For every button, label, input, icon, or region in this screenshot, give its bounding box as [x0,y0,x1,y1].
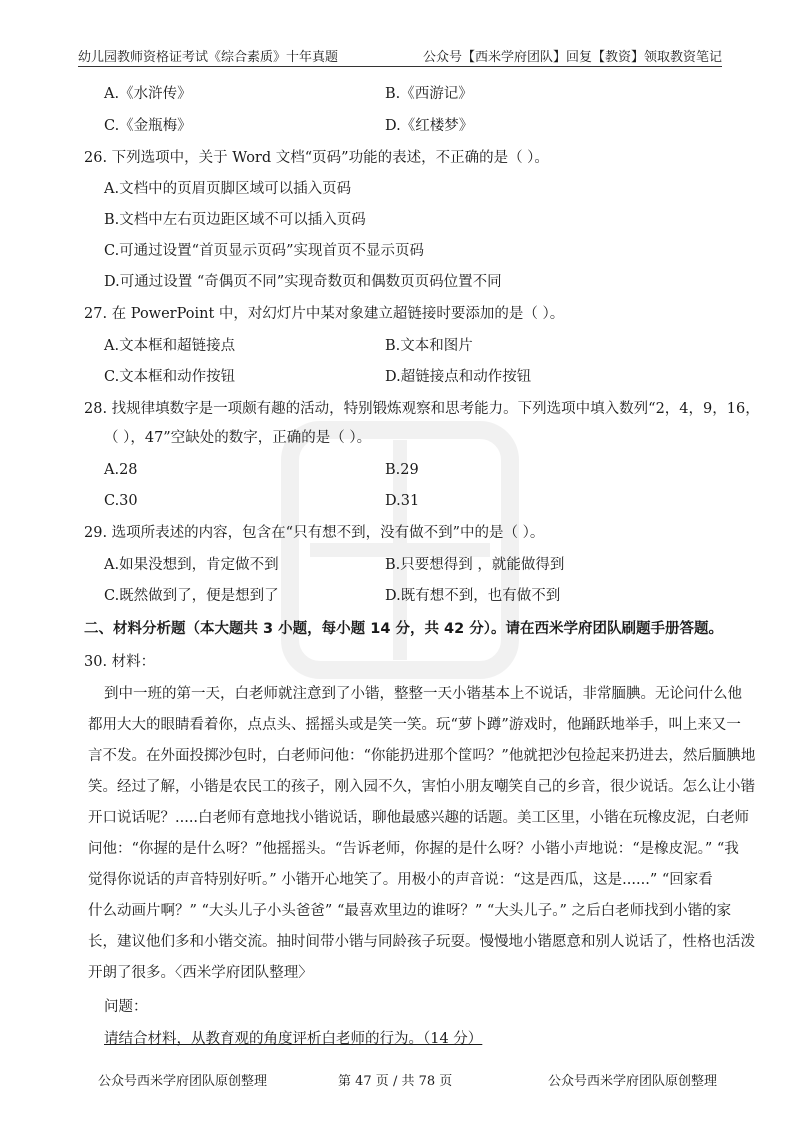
q27-option-d: D.超链接点和动作按钮 [385,369,532,385]
page-header [78,44,722,67]
section-2-heading: 二、材料分析题（本大题共 3 小题，每小题 14 分，共 42 分）。请在西米学府团队刷题手册答题。 [84,621,723,637]
q27-option-a: A.文本框和超链接点 [104,338,236,354]
q27-stem: 27. 在 PowerPoint 中，对幻灯片中某对象建立超链接时要添加的是（ ）。 [84,306,565,322]
q30-material-line: 笑。经过了解，小锴是农民工的孩子，刚入园不久，害怕小朋友嘲笑自己的乡音，很少说话。怎么让小锴 [88,779,755,795]
q28-stem-line2: （ ），47”空缺处的数字，正确的是（ ）。 [104,430,372,446]
q27-option-b: B.文本和图片 [385,338,473,354]
q26-stem: 26. 下列选项中，关于 Word 文档“页码”功能的表述，不正确的是（ ）。 [84,150,549,166]
q27-option-c: C.文本框和动作按钮 [104,369,236,385]
q30-material-line: 到中一班的第一天，白老师就注意到了小锴，整整一天小锴基本上不说话，非常腼腆。无论问什么他 [104,686,742,702]
q29-option-b: B.只要想得到 ，就能做得到 [385,557,565,573]
q28-option-a: A.28 [104,462,138,478]
q30-material-line: 开朗了很多。〈西米学府团队整理〉 [88,965,313,981]
header-left-title: 幼儿园教师资格证考试《综合素质》十年真题 [78,50,339,65]
q30-material-line: 言不发。在外面投掷沙包时，白老师问他：“你能扔进那个筐吗？”他就把沙包捡起来扔进去，然后腼腆地 [88,748,756,764]
watermark-logo [280,420,520,680]
q30-question: 请结合材料，从教育观的角度评析白老师的行为。（14 分） [104,1031,483,1047]
q26-option-a: A.文档中的页眉页脚区域可以插入页码 [104,181,352,197]
q30-material-line: 觉得你说话的声音特别好听。” 小锴开心地笑了。用极小的声音说：“这是西瓜，这是......” “回家看 [88,872,713,888]
page-number: 第 47 页 / 共 78 页 [338,1074,453,1089]
q25-option-c: C.《金瓶梅》 [104,118,192,134]
q28-option-c: C.30 [104,493,138,509]
footer-right: 公众号西米学府团队原创整理 [548,1074,718,1089]
q29-option-d: D.既有想不到，也有做不到 [385,588,561,604]
q28-option-d: D.31 [385,493,420,509]
q26-option-c: C.可通过设置“首页显示页码”实现首页不显示页码 [104,243,425,259]
q25-option-b: B.《西游记》 [385,86,473,102]
q30-material-line: 长，建议他们多和小锴交流。抽时间带小锴与同龄孩子玩耍。慢慢地小锴愿意和别人说话了，性格也活泼 [88,934,755,950]
q28-stem-line1: 28. 找规律填数字是一项颇有趣的活动，特别锻炼观察和思考能力。下列选项中填入数列“2，4，9，16， [84,401,760,417]
q30-label: 30. 材料： [84,654,156,670]
q30-material-line: 问他：“你握的是什么呀？”他摇摇头。“告诉老师，你握的是什么呀？小锴小声地说：“是橡皮泥。” “我 [88,841,739,857]
q26-option-b: B.文档中左右页边距区域不可以插入页码 [104,212,366,228]
q30-material-line: 开口说话呢？.....白老师有意地找小锴说话，聊他最感兴趣的话题。美工区里，小锴在玩橡皮泥，白老师 [88,810,750,826]
footer-left: 公众号西米学府团队原创整理 [98,1074,268,1089]
q28-option-b: B.29 [385,462,419,478]
q25-option-d: D.《红楼梦》 [385,118,474,134]
q25-option-a: A.《水浒传》 [104,86,192,102]
q29-option-c: C.既然做到了，便是想到了 [104,588,279,604]
q26-option-d: D.可通过设置 “奇偶页不同”实现奇数页和偶数页页码位置不同 [104,274,502,290]
q30-material-line: 都用大大的眼睛看着你，点点头、摇摇头或是笑一笑。玩“萝卜蹲”游戏时，他踊跃地举手，叫上来又一 [88,717,741,733]
header-right-note: 公众号【西米学府团队】回复【教资】领取教资笔记 [422,50,722,65]
q29-option-a: A.如果没想到，肯定做不到 [104,557,279,573]
q30-question-label: 问题： [104,999,148,1015]
q29-stem: 29. 选项所表述的内容，包含在“只有想不到，没有做不到”中的是（ ）。 [84,525,545,541]
q30-material-line: 什么动画片啊？” “大头儿子小头爸爸” “最喜欢里边的谁呀？” “大头儿子。” 之后白老师找到小锴的家 [88,903,732,919]
